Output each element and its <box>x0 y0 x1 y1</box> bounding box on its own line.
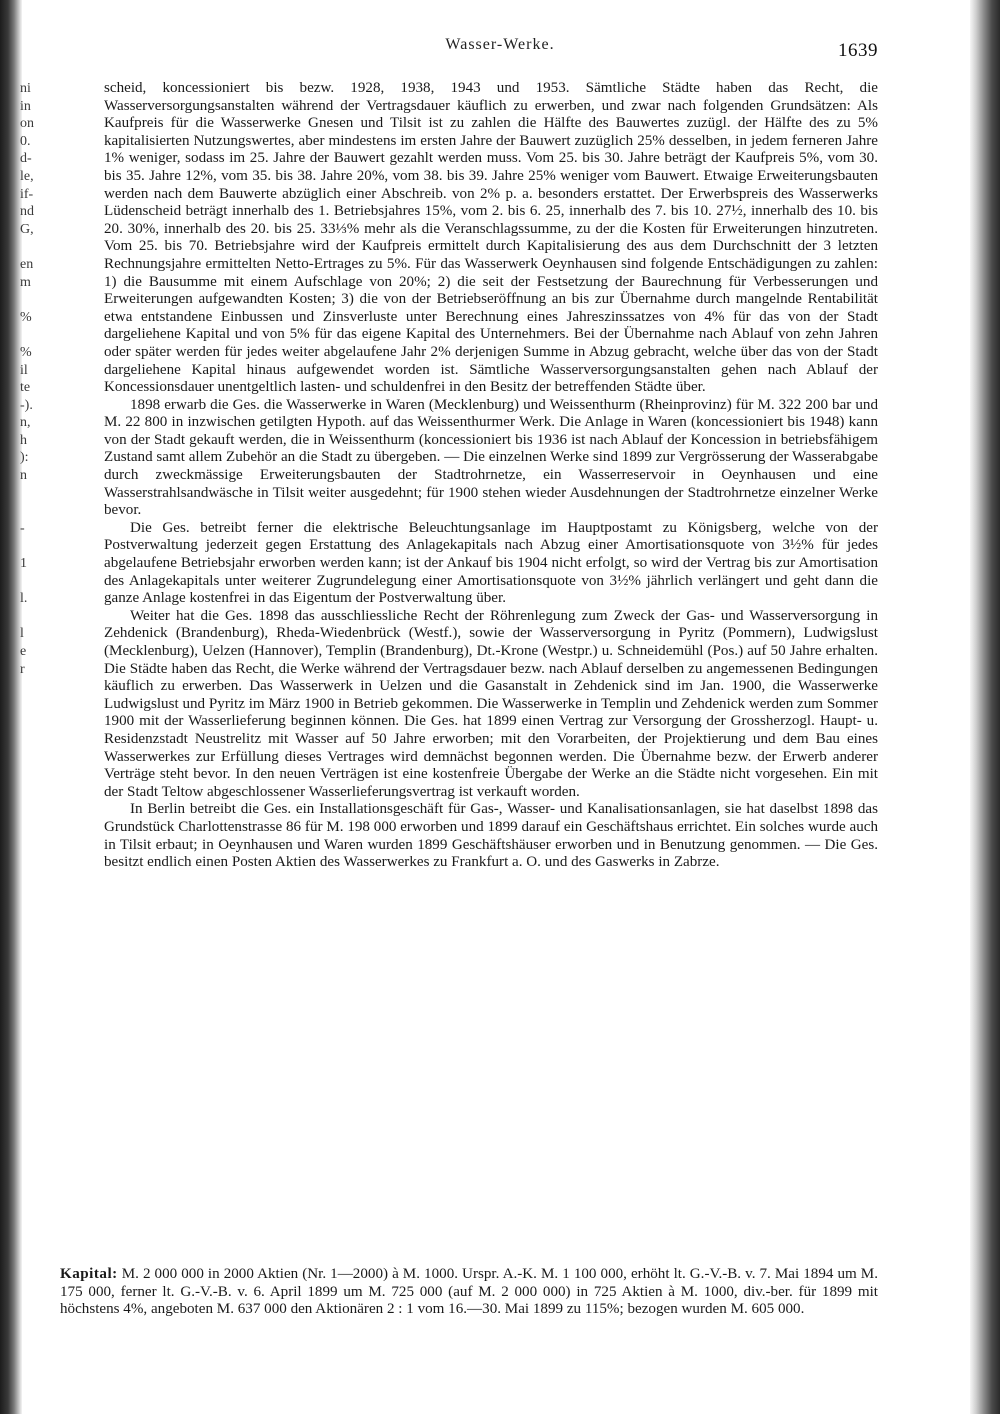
margin-fragment: d- <box>20 151 32 167</box>
margin-fragment: il <box>20 362 28 378</box>
margin-fragment: in <box>20 98 31 114</box>
margin-fragment: l <box>20 626 24 642</box>
margin-fragment: h <box>20 432 27 448</box>
margin-fragment <box>20 608 42 626</box>
margin-fragment: nd <box>20 204 34 220</box>
margin-fragment <box>20 537 42 555</box>
capital-text: M. 2 000 000 in 2000 Aktien (Nr. 1—2000) à M. 1000. Urspr. A.-K. M. 1 100 000, erhöht lt. G.-V.-B. v. 7. Mai 1894 um M. 175 000, ferner lt. G.-V.-B. v. 6. April 1899 um M. 725 000 (auf M. 2 000 000) in 725 Aktien à M. 1000, div.-ber. für 1899 mit höchstens 4%, angeboten M. 637 000 den Aktionären 2 : 1 vom 16.—30. Mai 1899 zu 115%; bezogen wurden M. 605 000. <box>60 1266 878 1318</box>
paragraph-2: 1898 erwarb die Ges. die Wasserwerke in Waren (Mecklenburg) und Weissenthurm (Rheinprovinz) für M. 322 200 bar und M. 22 800 in inzwischen getilgten Hypoth. auf das Weissenthurmer Werk. Die Anlage in Waren (koncessioniert bis 1948) kann von der Stadt gekauft werden, die in Weissenthurm (koncessioniert bis 1936 ist nach Ablauf der Koncession in betriebsfähigem Zustand samt allem Zubehör an die Stadt zu übergeben. — Die einzelnen Werke sind 1899 zur Vergrösserung der Wasserabgabe durch zweckmässige Erweiterungsbauten der Stadtrohrnetze, ein Wasserreservoir in Oeynhausen und eine Wasserstrahlsandwäsche in Tilsit weiter ausgedehnt; für 1900 stehen wieder Ausdehnungen der Stadtrohrnetze einzelner Werke bevor. <box>104 396 878 519</box>
margin-fragment: - <box>20 520 25 536</box>
margin-fragment: r <box>20 661 25 677</box>
capital-section <box>60 1266 878 1319</box>
adjacent-page-fragments <box>20 80 42 678</box>
running-head: Wasser-Werke. <box>445 36 555 53</box>
main-text <box>104 80 878 872</box>
page-edge-shadow <box>970 0 1000 1414</box>
margin-fragment <box>20 238 42 256</box>
margin-fragment <box>20 573 42 591</box>
book-gutter-shadow <box>0 0 22 1414</box>
margin-fragment: l. <box>20 591 28 607</box>
capital-label: Kapital: <box>60 1266 118 1282</box>
margin-fragment: % <box>20 344 32 360</box>
paragraph-1: scheid, koncessioniert bis bezw. 1928, 1938, 1943 und 1953. Sämtliche Städte haben das Recht, die Wasserversorgungsanstalten während der Vertragsdauer käuflich zu erwerben, und zwar nach folgenden Grundsätzen: Als Kaufpreis für die Wasserwerke Gnesen und Tilsit ist zu zahlen die Hälfte des Bauwertes zuzügl. der Hälfte des zu 5% kapitalisierten Nutzungswertes, aber mindestens im ersten Jahre der Bauwert zuzüglich 25% desselben, in jedem ferneren Jahre 1% weniger, sodass im 25. Jahre der Bauwert gezahlt werden muss. Vom 25. bis 30. Jahre beträgt der Kaufpreis 5%, vom 30. bis 35. Jahre 12%, vom 35. bis 38. Jahre 20%, vom 38. bis 39. Jahre 25% weniger vom Bauwert. Etwaige Erweiterungsbauten werden nach dem Bauwerte abzüglich einer Abschreib. von 2% p. a. besonders erstattet. Der Erwerbspreis des Wasserwerks Lüdenscheid beträgt innerhalb des 1. Betriebsjahres 15%, vom 2. bis 6. 25, innerhalb des 7. bis 10. 27½, innerhalb des 10. bis 20. 30%, innerhalb des 20. bis 25. 33⅓% mehr als die Veranschlagssumme, zu der die Kosten für Erweiterungen hinzutreten. Vom 25. bis 70. Betriebsjahre wird der Kaufpreis ermittelt durch Kapitalisierung des aus dem Durchschnitt der 3 letzten Rechnungsjahre ermittelten Netto-Ertrages zu 5%. Für das Wasserwerk Oeynhausen sind folgende Entschädigungen zu zahlen: 1) die Bausumme mit einem Aufschlage von 20%; 2) die seit der Festsetzung der Baurechnung für Verbesserungen und Erweiterungen aufgewandten Kosten; 3) die von der Betriebseröffnung an bis zur Übernahme durch mangelnde Rentabilität etwa entstandene Einbussen und Zinsverluste unter Berechnung eines Jahreszinssatzes von 4% für das von der Stadt dargeliehene Kapital und von 5% für das eigene Kapital des Unternehmers. Bei der Übernahme nach Ablauf von zehn Jahren oder später werden für jedes weiter abgelaufene Jahr 2% derjenigen Summe in Abzug gebracht, welche über das von der Stadt dargeliehene Kapital hinaus aufgewendet worden ist. Sämtliche Wasserversorgungsanstalten gehen nach Ablauf der Koncessionsdauer unentgeltlich lasten- und schuldenfrei in den Besitz der betreffenden Städte über. <box>104 80 878 396</box>
margin-fragment: n, <box>20 415 31 431</box>
margin-fragment: le, <box>20 168 34 184</box>
paragraph-4: Weiter hat die Ges. 1898 das ausschliessliche Recht der Röhrenlegung zum Zweck der Gas- und Wasserversorgung in Zehdenick (Brandenburg), Rheda-Wiedenbrück (Westf.), sowie der Wasserversorgung in Pyritz (Pommern), Ludwigslust (Mecklenburg), Uelzen (Hannover), Templin (Brandenburg), Dt.-Krone (Westpr.) u. Schneidemühl (Pos.) auf 50 Jahre erhalten. Die Städte haben das Recht, die Werke während der Vertragsdauer bezw. nach Ablauf derselben zu angemessenen Bedingungen käuflich zu erwerben. Das Wasserwerk in Uelzen und die Gasanstalt in Zehdenick sind im Jan. 1900, die Wasserwerke Ludwigslust und Pyritz im März 1900 in Betrieb gekommen. Die Wasserwerke in Templin und Zehdenick werden zum Sommer 1900 mit der Wasserlieferung beginnen können. Die Ges. hat 1899 einen Vertrag zur Versorgung der Grossherzogl. Haupt- u. Residenzstadt Neustrelitz mit Wasser auf 50 Jahre erworben; mit den Vorarbeiten, der Projektierung und dem Bau eines Wasserwerkes zur Erfüllung dieses Vertrages wird demnächst begonnen werden. Die Übernahme bezw. der Erwerb anderer Verträge steht bevor. In den neuen Verträgen ist eine kostenfreie Übergabe der Werke an die Städte nicht vorgesehen. Ein mit der Stadt Teltow abgeschlossener Wasserlieferungsvertrag ist verkauft worden. <box>104 607 878 800</box>
paragraph-3: Die Ges. betreibt ferner die elektrische Beleuchtungsanlage im Hauptpostamt zu Königsberg, welche von der Postverwaltung jederzeit gegen Erstattung des Anlagekapitals nach Abzug einer Amortisationsquote von 3½% für jedes abgelaufene Betriebsjahr erworben werden kann; ist der Ankauf bis 1904 nicht erfolgt, so wird der Vertrag bis zur Amortisation des Anlagekapitals unter weiterer Zugrundelegung einer Amortisationsquote von 3½% jährlich verlängert und geht dann die ganze Anlage kostenfrei in das Eigentum der Postverwaltung über. <box>104 519 878 607</box>
margin-fragment: ni <box>20 81 31 96</box>
margin-fragment <box>20 326 42 344</box>
margin-fragment: en <box>20 256 34 272</box>
paragraph-5: In Berlin betreibt die Ges. ein Installationsgeschäft für Gas-, Wasser- und Kanalisationsanlagen, sie hat daselbst 1898 das Grundstück Charlottenstrasse 86 für M. 198 000 erworben und 1899 darauf ein Geschäftshaus errichtet. Ein solches wurde auch in Tilsit erbaut; in Oeynhausen und Waren wurden 1899 Geschäftshäuser erworben und in Benutzung genommen. — Die Ges. besitzt endlich einen Posten Aktien des Wasserwerkes zu Frankfurt a. O. und des Gaswerks in Zabrze. <box>104 801 878 871</box>
margin-fragment <box>20 291 42 309</box>
margin-fragment: ): <box>20 450 29 466</box>
margin-fragment: % <box>20 309 32 325</box>
margin-fragment: on <box>20 116 34 132</box>
margin-fragment: G, <box>20 221 34 237</box>
margin-fragment: if- <box>20 186 34 202</box>
margin-fragment <box>20 502 42 520</box>
margin-fragment: 1 <box>20 556 27 572</box>
margin-fragment: 0. <box>20 133 31 149</box>
margin-fragment: -). <box>20 397 33 413</box>
margin-fragment: e <box>20 644 27 659</box>
margin-fragment: n <box>20 468 27 484</box>
margin-fragment: m <box>20 274 31 290</box>
margin-fragment: te <box>20 380 31 396</box>
page-number: 1639 <box>838 40 878 61</box>
margin-fragment <box>20 485 42 503</box>
